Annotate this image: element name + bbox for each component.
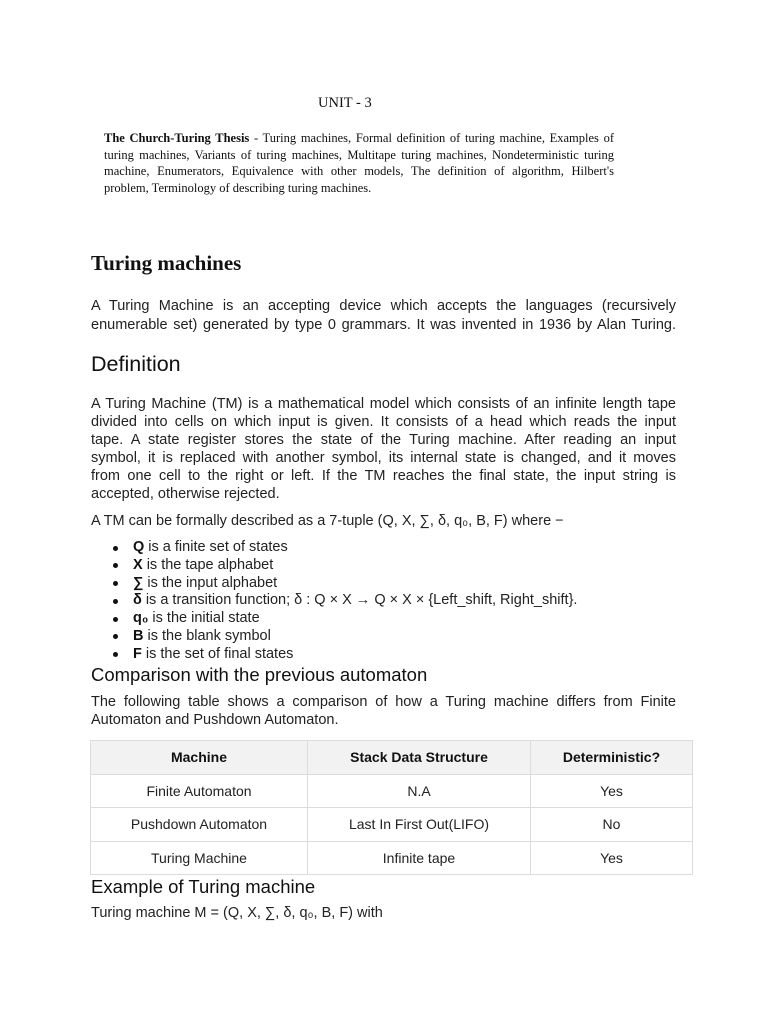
item-symbol: q₀ (133, 610, 149, 627)
example-text: Turing machine M = (Q, X, ∑, δ, q₀, B, F) with (91, 905, 383, 921)
syllabus-line (104, 130, 614, 147)
table-row (91, 774, 693, 808)
paragraph-line: Automaton and Pushdown Automaton. (91, 711, 339, 728)
list-item (91, 592, 691, 610)
table-cell: Infinite tape (308, 841, 531, 875)
paragraph-line: symbol, it is replaced with another symbol, its internal state is changed, and it moves (91, 450, 676, 466)
item-symbol: F (133, 645, 142, 662)
syllabus-line-text: - Turing machines, Formal definition of turing machine, Examples of (249, 131, 614, 145)
turing-machines-heading: Turing machines (91, 251, 242, 275)
table-row (91, 808, 693, 842)
list-item (91, 539, 691, 557)
turing-machines-paragraph (91, 297, 676, 335)
list-item (91, 575, 691, 593)
item-text: is the set of final states (141, 645, 294, 662)
tuple-components-list (91, 539, 691, 664)
item-text: is the tape alphabet (142, 556, 274, 573)
item-symbol: δ (133, 592, 142, 609)
example-heading: Example of Turing machine (91, 876, 316, 897)
comparison-heading: Comparison with the previous automaton (91, 664, 428, 685)
table-cell: No (531, 808, 693, 842)
table-cell: Turing Machine (91, 841, 308, 875)
table-row (91, 841, 693, 875)
item-text: is the initial state (148, 610, 260, 627)
column-header-machine: Machine (91, 741, 308, 775)
list-item (91, 557, 691, 575)
paragraph-line: divided into cells on which input is given. It consists of a head which reads the input (91, 414, 676, 430)
table-cell: N.A (308, 774, 531, 808)
definition-paragraph (91, 395, 676, 503)
item-symbol: X (133, 556, 143, 573)
unit-title: UNIT - 3 (318, 95, 372, 111)
syllabus-label: The Church-Turing Thesis (104, 131, 250, 145)
list-item (91, 628, 691, 646)
table-cell: Yes (531, 774, 693, 808)
comparison-table (90, 740, 693, 875)
table-header-row (91, 741, 693, 775)
paragraph-line: A Turing Machine is an accepting device which accepts the languages (recursively (91, 298, 676, 314)
list-item (91, 646, 691, 664)
item-symbol: B (133, 627, 144, 644)
table-cell: Yes (531, 841, 693, 875)
syllabus-line: machine, Enumerators, Equivalence with other models, The definition of algorithm, Hilbert's (104, 164, 614, 179)
item-text: is the blank symbol (143, 627, 271, 644)
item-symbol: Q (133, 539, 145, 555)
tuple-intro: A TM can be formally described as a 7-tuple (Q, X, ∑, δ, q₀, B, F) where − (91, 513, 564, 529)
column-header-deterministic: Deterministic? (531, 741, 693, 775)
item-text: is a finite set of states (144, 539, 288, 555)
paragraph-line: enumerable set) generated by type 0 grammars. It was invented in 1936 by Alan Turing. (91, 317, 676, 333)
paragraph-line: from one cell to the right or left. If the TM reaches the final state, the input string is (91, 468, 676, 484)
definition-heading: Definition (91, 352, 181, 376)
item-symbol: ∑ (133, 574, 144, 591)
syllabus-line: turing machines, Variants of turing machines, Multitape turing machines, Nondeterministic turing (104, 147, 614, 162)
syllabus-paragraph (104, 130, 614, 197)
list-item (91, 610, 691, 628)
table-cell: Last In First Out(LIFO) (308, 808, 531, 842)
paragraph-line: accepted, otherwise rejected. (91, 486, 280, 502)
item-text: is the input alphabet (143, 574, 278, 591)
column-header-stack: Stack Data Structure (308, 741, 531, 775)
syllabus-line: problem, Terminology of describing turing machines. (104, 181, 372, 196)
table-cell: Finite Automaton (91, 774, 308, 808)
paragraph-line: tape. A state register stores the state of the Turing machine. After reading an input (91, 432, 676, 448)
table-cell: Pushdown Automaton (91, 808, 308, 842)
item-text: is a transition function; δ : Q × X → Q × X × {Left_shift, Right_shift}. (141, 592, 578, 609)
paragraph-line: The following table shows a comparison of how a Turing machine differs from Finite (91, 694, 676, 710)
comparison-paragraph (91, 694, 676, 729)
paragraph-line: A Turing Machine (TM) is a mathematical model which consists of an infinite length tape (91, 396, 676, 412)
